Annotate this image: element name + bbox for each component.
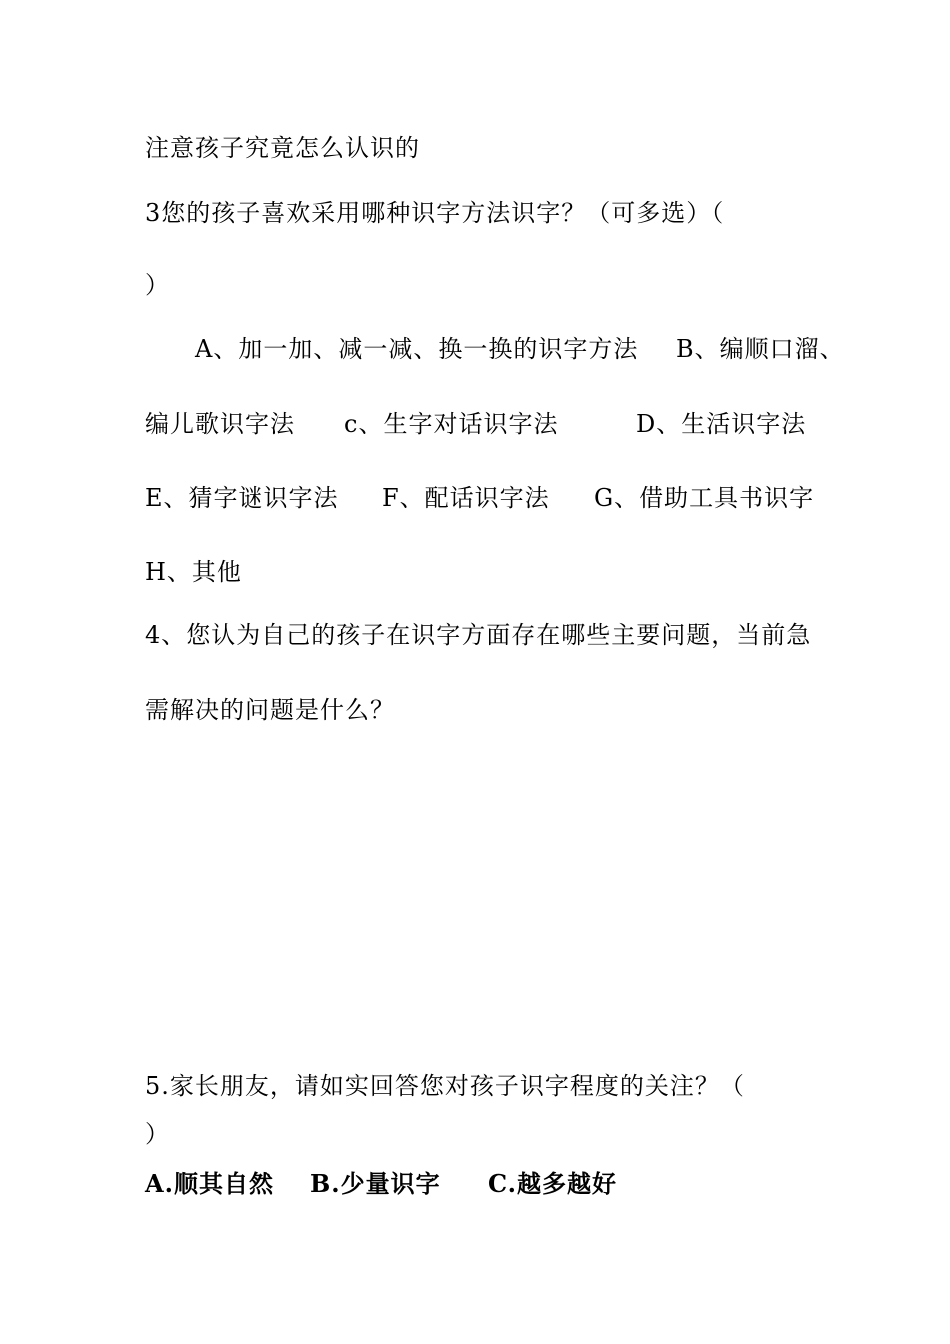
question-5: 5.家长朋友，请如实回答您对孩子识字程度的关注？（ xyxy=(145,1072,745,1100)
text-line-1: 注意孩子究竟怎么认识的 xyxy=(145,134,420,162)
question-4-line-1: 4、您认为自己的孩子在识字方面存在哪些主要问题，当前急 xyxy=(145,621,812,649)
question-3-option-f: F、配话识字法 xyxy=(382,484,550,512)
question-3-option-c: c、生字对话识字法 xyxy=(344,410,559,438)
question-3-answer-paren: ） xyxy=(145,271,170,299)
question-3-option-a: A、加一加、减一减、换一换的识字方法 xyxy=(195,335,639,363)
question-4-line-2: 需解决的问题是什么？ xyxy=(145,696,395,724)
question-3-option-h: H、其他 xyxy=(145,558,242,586)
question-5-option-b: B.少量识字 xyxy=(310,1169,441,1198)
question-3-option-e: E、猜字谜识字法 xyxy=(145,484,339,512)
question-5-option-c: C.越多越好 xyxy=(488,1169,618,1198)
question-3-option-b-part2: 编儿歌识字法 xyxy=(145,410,295,438)
question-3-option-g: G、借助工具书识字 xyxy=(594,484,815,512)
question-5-option-a: A.顺其自然 xyxy=(145,1169,274,1198)
question-5-answer-paren: ） xyxy=(145,1120,170,1148)
question-3: 3您的孩子喜欢采用哪种识字方法识字？（可多选）（ xyxy=(145,199,725,227)
question-3-option-d: D、生活识字法 xyxy=(636,410,807,438)
question-3-option-b-part1: B、编顺口溜、 xyxy=(676,335,845,363)
